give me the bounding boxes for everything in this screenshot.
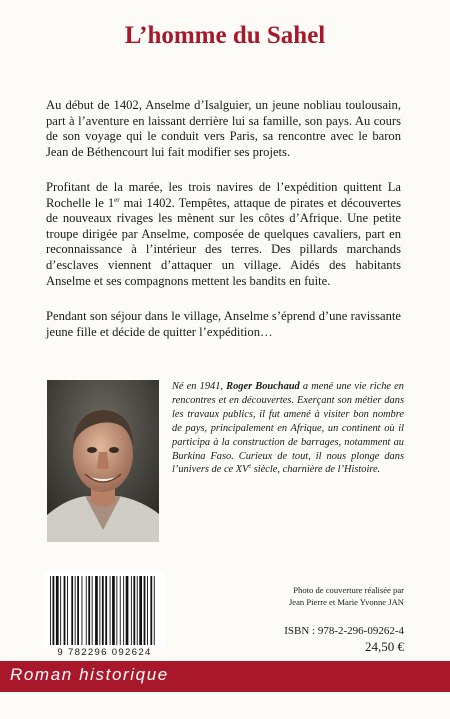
century-superscript: e: [248, 463, 252, 470]
barcode: [44, 572, 165, 647]
author-name: Roger Bouchaud: [226, 381, 300, 392]
synopsis-paragraph-3: Pendant son séjour dans le village, Anselme s’éprend d’une ravissante jeune fille et décide de quitter l’expédition…: [46, 309, 401, 339]
author-photo: [47, 380, 159, 542]
photo-credit-line-2: Jean Pierre et Marie Yvonne JAN: [288, 597, 404, 607]
collection-label: Roman historique: [10, 665, 169, 684]
author-portrait-image: [47, 380, 159, 542]
barcode-digits: 9 782296 092624: [57, 647, 152, 658]
synopsis-p2-end: mai 1402. Tempêtes, attaque de pirates et découvertes de nouveaux rivages les mènent sur les côtes d’Afrique. Une petite troupe dirigée par Anselme, composée de quelques cavaliers, part en reconnaissance à l’intérieur des terres. Des pillards marchands d’esclaves viennent d’attaquer un village. Aidés des habitants Anselme et ses compagnons mettent les bandits en fuite.: [46, 195, 401, 288]
author-bio: [172, 380, 404, 477]
synopsis-paragraph-2: [46, 180, 401, 289]
isbn: ISBN : 978-2-296-09262-4: [284, 625, 404, 637]
bio-lead: Né en 1941,: [172, 381, 227, 392]
book-title: L’homme du Sahel: [124, 22, 326, 49]
barcode-bars: [44, 572, 165, 647]
price: 24,50 €: [365, 639, 404, 654]
bio-tail: siècle, charnière de l’Histoire.: [251, 464, 381, 476]
synopsis-p2-start: Profitant de la marée, les trois navires de l’expédition quittent La Rochelle le 1: [46, 180, 401, 210]
photo-credit-line-1: Photo de couverture réalisée par: [293, 585, 404, 595]
collection-band: [0, 661, 450, 692]
synopsis-paragraph-1: Au début de 1402, Anselme d’Isalguier, un jeune nobliau toulousain, part à l’aventure en laissant derrière lui sa famille, son pays. Au cours de son voyage qui le conduit vers Paris, sa rencontre avec le baron Jean de Béthencourt lui fait modifier ses projets.: [46, 98, 401, 159]
bio-body: a mené une vie riche en rencontres et en découvertes. Exerçant son métier dans les travaux publics, il fut amené à visiter bon nombre de pays, principalement en Afrique, un continent où il participa à la construction de barrages, notamment au Burkina Faso. Curieux de tout, il nous plonge dans l’univers de ce XV: [172, 381, 404, 476]
ordinal-superscript: er: [114, 195, 120, 204]
